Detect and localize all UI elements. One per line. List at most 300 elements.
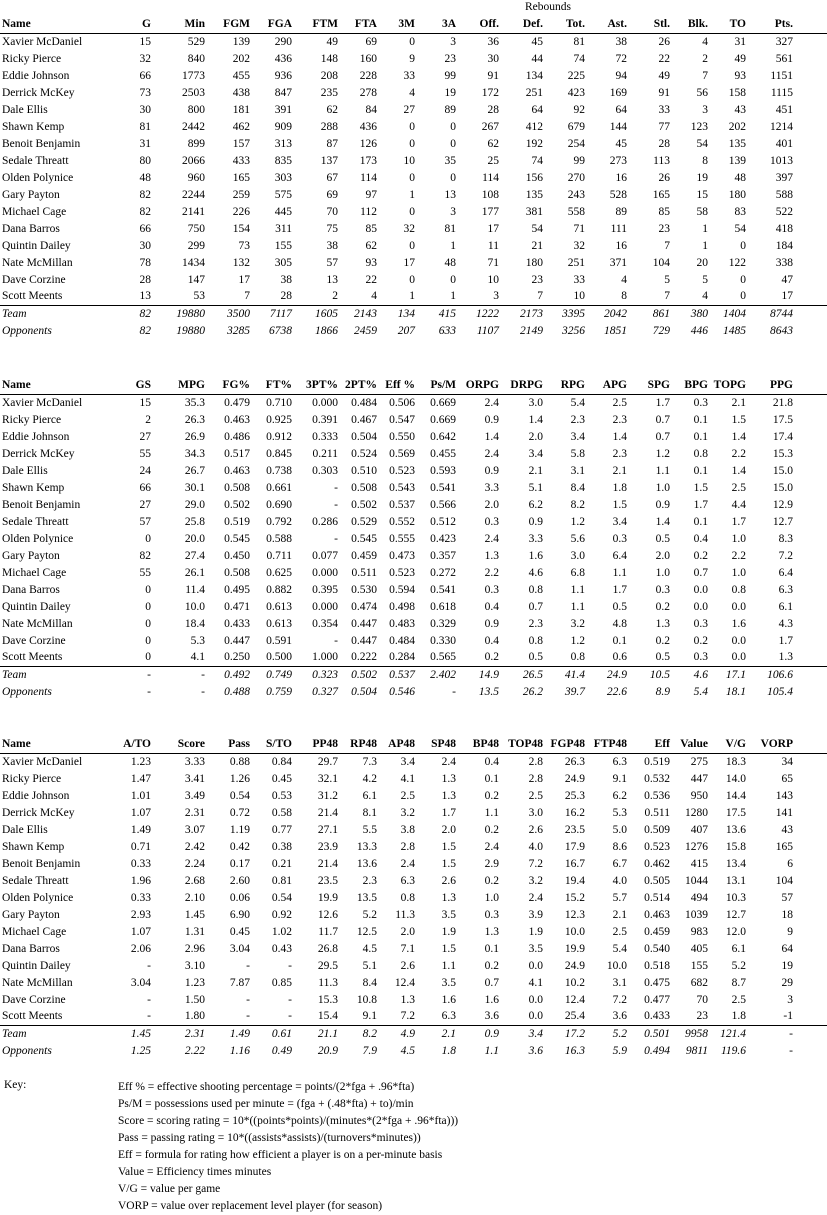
stat-cell: 17.9 — [564, 841, 585, 854]
column-header: FGM — [207, 16, 252, 33]
column-header: Off. — [458, 16, 501, 33]
summary-cell: - — [748, 1025, 795, 1042]
stat-cell: 157 — [232, 138, 250, 151]
stat-cell: 0.474 — [351, 600, 377, 613]
stat-cell: 1.3 — [441, 773, 456, 786]
stat-cell: 31.2 — [317, 790, 338, 803]
stat-cell: 14.0 — [725, 773, 746, 786]
stat-cell: 1 — [702, 222, 708, 235]
table-row — [0, 237, 827, 254]
stat-cell: 82 — [139, 188, 151, 201]
stat-cell: 0.473 — [389, 549, 415, 562]
stat-cell: 29.7 — [317, 756, 338, 769]
stat-cell: 0.7 — [655, 431, 670, 444]
key-item: VORP = value over replacement level player (for season) — [118, 1200, 383, 1212]
stat-cell: 228 — [359, 70, 377, 83]
stat-cell: 0.000 — [312, 397, 338, 410]
stat-cell: 92 — [573, 104, 585, 117]
stat-cell: 0.463 — [224, 414, 250, 427]
stat-cell: 29.0 — [184, 499, 205, 512]
stat-cell: 2.1 — [612, 908, 627, 921]
summary-cell: 26.5 — [501, 666, 545, 683]
stat-cell: 108 — [481, 188, 499, 201]
stat-cell: 0.272 — [430, 566, 456, 579]
stat-cell: 54 — [696, 138, 708, 151]
table-row — [0, 412, 827, 429]
stat-cell: 0.9 — [484, 617, 499, 630]
stat-cell: 4.6 — [528, 566, 543, 579]
stat-cell: 1.8 — [731, 1010, 746, 1023]
stat-cell: 1044 — [685, 874, 708, 887]
stat-cell: 82 — [139, 205, 151, 218]
stat-cell: 2.24 — [184, 858, 205, 871]
summary-cell: 14.9 — [458, 666, 501, 683]
stat-cell: 0.484 — [389, 634, 415, 647]
stat-cell: 0.498 — [389, 600, 415, 613]
stat-cell: 0.483 — [389, 617, 415, 630]
summary-cell: 41.4 — [545, 666, 587, 683]
stat-cell: 0.38 — [271, 841, 292, 854]
summary-cell: 446 — [690, 325, 708, 338]
table-row — [0, 33, 827, 50]
summary-cell: 8.2 — [340, 1025, 379, 1042]
stat-cell: 169 — [609, 87, 627, 100]
summary-cell: 3256 — [562, 325, 585, 338]
stat-cell: 494 — [690, 891, 708, 904]
table-row — [0, 514, 827, 531]
summary-cell: - — [789, 1045, 793, 1058]
player-name: Shawn Kemp — [2, 841, 65, 854]
column-header: TOPG — [710, 377, 748, 394]
stat-cell: - — [246, 993, 250, 1006]
stat-cell: 0.669 — [430, 397, 456, 410]
stat-cell: 0.0 — [528, 959, 543, 972]
player-name: Dana Barros — [2, 583, 60, 596]
stat-cell: 0.85 — [271, 976, 292, 989]
stat-cell: 0.2 — [484, 790, 499, 803]
summary-cell: 39.7 — [564, 686, 585, 699]
stat-cell: 936 — [274, 70, 292, 83]
summary-cell: 8.9 — [655, 686, 670, 699]
stat-cell: 38 — [326, 239, 338, 252]
stats-table-ratings — [0, 736, 827, 1060]
stat-cell: 1 — [409, 188, 415, 201]
stat-cell: 1 — [409, 290, 415, 303]
stat-cell: 16.2 — [564, 807, 585, 820]
stat-cell: 1.50 — [184, 993, 205, 1006]
stat-cell: 0.506 — [389, 397, 415, 410]
stat-cell: 0.3 — [612, 532, 627, 545]
stat-cell: 0.447 — [351, 617, 377, 630]
stat-cell: 0.710 — [266, 397, 292, 410]
stat-cell: 0.6 — [612, 651, 627, 664]
stat-cell: 3.0 — [528, 807, 543, 820]
stat-cell: 14.4 — [725, 790, 746, 803]
stat-cell: 10.2 — [564, 976, 585, 989]
stat-cell: 0.330 — [430, 634, 456, 647]
stat-cell: 1.1 — [570, 600, 585, 613]
stat-cell: 34.3 — [184, 448, 205, 461]
stat-cell: 135 — [728, 138, 746, 151]
stat-cell: 12.7 — [772, 515, 793, 528]
stat-cell: 13.4 — [725, 858, 746, 871]
stat-cell: 0.547 — [389, 414, 415, 427]
stat-cell: 3.41 — [184, 773, 205, 786]
stat-cell: 2.8 — [528, 756, 543, 769]
stat-cell: 1.1 — [612, 566, 627, 579]
stat-cell: 0.569 — [389, 448, 415, 461]
stat-cell: 148 — [320, 53, 338, 66]
column-header: Blk. — [672, 16, 710, 33]
stat-cell: 3 — [787, 993, 793, 1006]
stat-cell: 3.3 — [528, 532, 543, 545]
stat-cell: 0.222 — [351, 651, 377, 664]
stat-cell: 3 — [450, 36, 456, 49]
stat-cell: 3.04 — [130, 976, 151, 989]
stat-cell: 32 — [403, 222, 415, 235]
player-name: Gary Payton — [2, 908, 60, 921]
stat-cell: 0.8 — [528, 583, 543, 596]
stat-cell: 0.594 — [389, 583, 415, 596]
stat-cell: 0.84 — [271, 756, 292, 769]
stat-cell: 1.02 — [271, 925, 292, 938]
stat-cell: 1.31 — [184, 925, 205, 938]
stat-cell: 2.5 — [612, 397, 627, 410]
stat-cell: 0 — [145, 651, 151, 664]
stat-cell: 181 — [232, 104, 250, 117]
stat-cell: 0 — [409, 239, 415, 252]
summary-cell: 2.402 — [417, 666, 458, 683]
stat-cell: 1.4 — [484, 431, 499, 444]
stat-cell: 1.2 — [655, 448, 670, 461]
stat-cell: 0.1 — [693, 414, 708, 427]
table-row — [0, 480, 827, 497]
stat-cell: 0.8 — [731, 583, 746, 596]
stat-cell: 13.6 — [356, 858, 377, 871]
stat-cell: 0.471 — [224, 600, 250, 613]
player-name: Eddie Johnson — [2, 790, 70, 803]
stat-cell: 2.2 — [731, 549, 746, 562]
stat-cell: 4.2 — [362, 773, 377, 786]
column-header: Min — [153, 16, 207, 33]
stat-cell: 0.8 — [570, 651, 585, 664]
stat-cell: 18 — [781, 908, 793, 921]
stat-cell: 0.591 — [266, 634, 292, 647]
summary-cell: 21.1 — [294, 1025, 340, 1042]
stat-cell: 5.3 — [190, 634, 205, 647]
summary-cell: 0.9 — [458, 1025, 501, 1042]
stat-cell: 1.3 — [484, 925, 499, 938]
stat-cell: 8 — [702, 154, 708, 167]
table-row — [0, 615, 827, 632]
stat-cell: 16.7 — [564, 858, 585, 871]
stat-cell: 0.3 — [655, 583, 670, 596]
stat-cell: 8.4 — [362, 976, 377, 989]
stat-cell: 1.1 — [441, 959, 456, 972]
stat-cell: 2.3 — [362, 874, 377, 887]
stat-cell: 0.72 — [229, 807, 250, 820]
summary-cell: 7117 — [252, 305, 294, 322]
stat-cell: 899 — [187, 138, 205, 151]
stat-cell: 1.3 — [655, 617, 670, 630]
stat-cell: 17.4 — [772, 431, 793, 444]
summary-cell: 3500 — [207, 305, 252, 322]
stat-cell: 0.81 — [271, 874, 292, 887]
column-header: FT% — [252, 377, 294, 394]
summary-cell: 10.5 — [629, 666, 672, 683]
stat-cell: 4.0 — [612, 874, 627, 887]
stat-cell: 8 — [621, 290, 627, 303]
stat-cell: 0.524 — [351, 448, 377, 461]
stat-cell: 0.711 — [266, 549, 292, 562]
stat-cell: 31 — [139, 138, 151, 151]
stat-cell: 0.54 — [271, 891, 292, 904]
stat-cell: 1.1 — [484, 807, 499, 820]
stat-cell: 12.7 — [725, 908, 746, 921]
stat-cell: 2.0 — [441, 824, 456, 837]
stat-cell: 0.303 — [312, 465, 338, 478]
table-row — [0, 839, 827, 856]
stat-cell: 1.0 — [655, 566, 670, 579]
column-header: ORPG — [458, 377, 501, 394]
stat-cell: 0.000 — [312, 566, 338, 579]
stat-cell: 243 — [567, 188, 585, 201]
stat-cell: 1.07 — [130, 925, 151, 938]
stat-cell: 381 — [525, 205, 543, 218]
key-label: Key: — [4, 1079, 27, 1091]
stat-cell: 20.0 — [184, 532, 205, 545]
stat-cell: 2.31 — [184, 807, 205, 820]
stat-cell: 303 — [274, 171, 292, 184]
stat-cell: 45 — [615, 138, 627, 151]
stat-cell: 15.0 — [772, 465, 793, 478]
stat-cell: 3.2 — [528, 874, 543, 887]
column-header: MPG — [153, 377, 207, 394]
stat-cell: 1.6 — [484, 993, 499, 1006]
stat-cell: 26 — [658, 171, 670, 184]
stat-cell: 7.3 — [362, 756, 377, 769]
column-header: Ast. — [587, 16, 629, 33]
stat-cell: 9.1 — [612, 773, 627, 786]
stat-cell: 2503 — [182, 87, 205, 100]
stat-cell: 12.9 — [772, 499, 793, 512]
summary-row — [0, 684, 827, 701]
stat-cell: 0 — [145, 634, 151, 647]
stat-cell: 27 — [403, 104, 415, 117]
stat-cell: 21.4 — [317, 858, 338, 871]
stat-cell: 4 — [702, 290, 708, 303]
stat-cell: 15 — [139, 36, 151, 49]
player-name: Eddie Johnson — [2, 70, 70, 83]
key-item: V/G = value per game — [118, 1183, 221, 1195]
stat-cell: 2.3 — [612, 414, 627, 427]
stat-cell: 2.2 — [731, 448, 746, 461]
stat-cell: 0.555 — [389, 532, 415, 545]
stat-cell: 3 — [450, 205, 456, 218]
stat-cell: 31 — [734, 36, 746, 49]
stat-cell: 1.49 — [130, 824, 151, 837]
stat-cell: 0.333 — [312, 431, 338, 444]
summary-cell: 105.4 — [767, 686, 793, 699]
summary-label: Team — [0, 666, 118, 683]
stat-cell: 8.7 — [731, 976, 746, 989]
stat-cell: 0.3 — [484, 908, 499, 921]
summary-cell: 3.6 — [528, 1045, 543, 1058]
stat-cell: 126 — [359, 138, 377, 151]
summary-cell: 19880 — [153, 305, 207, 322]
stat-cell: 0.17 — [229, 858, 250, 871]
stat-cell: 275 — [690, 756, 708, 769]
stat-cell: 0.463 — [224, 465, 250, 478]
stat-cell: 6.8 — [570, 566, 585, 579]
stat-cell: 290 — [274, 36, 292, 49]
player-name: Xavier McDaniel — [2, 756, 83, 769]
stat-cell: 0 — [450, 273, 456, 286]
summary-cell: - — [452, 686, 456, 699]
stat-cell: 0.4 — [693, 532, 708, 545]
stat-cell: 208 — [320, 70, 338, 83]
stat-cell: 25.3 — [564, 790, 585, 803]
player-name: Quintin Dailey — [2, 959, 71, 972]
stats-table-totals — [0, 0, 827, 340]
summary-label: Opponents — [2, 686, 52, 699]
summary-cell: 7.9 — [362, 1045, 377, 1058]
stat-cell: 6.90 — [229, 908, 250, 921]
stat-cell: 69 — [326, 188, 338, 201]
column-header: DRPG — [501, 377, 545, 394]
stat-cell: 180 — [728, 188, 746, 201]
summary-cell: 9958 — [672, 1025, 710, 1042]
table-row — [0, 649, 827, 666]
stat-cell: 1.6 — [731, 617, 746, 630]
stat-cell: 0.54 — [229, 790, 250, 803]
table-row — [0, 805, 827, 822]
stat-cell: 7 — [664, 290, 670, 303]
stat-cell: 3.2 — [570, 617, 585, 630]
summary-cell: 24.9 — [587, 666, 629, 683]
stat-cell: 0.613 — [266, 617, 292, 630]
stat-cell: 2.5 — [528, 790, 543, 803]
stat-cell: 64 — [531, 104, 543, 117]
stat-cell: 0.06 — [229, 891, 250, 904]
stat-cell: 0.455 — [430, 448, 456, 461]
player-name: Dave Corzine — [2, 634, 66, 647]
stat-cell: 177 — [481, 205, 499, 218]
stat-cell: 3.4 — [612, 515, 627, 528]
stat-cell: 0.543 — [389, 482, 415, 495]
summary-cell: 0.488 — [224, 686, 250, 699]
stat-cell: 3.9 — [528, 908, 543, 921]
stat-cell: 0.0 — [528, 1010, 543, 1023]
stat-cell: 13.5 — [356, 891, 377, 904]
stat-cell: 13.3 — [356, 841, 377, 854]
stat-cell: 0 — [145, 583, 151, 596]
stat-cell: 1.3 — [441, 891, 456, 904]
summary-cell: 4.5 — [400, 1045, 415, 1058]
stat-cell: 73 — [238, 239, 250, 252]
stat-cell: 0.1 — [693, 465, 708, 478]
stat-cell: 0.1 — [693, 431, 708, 444]
stat-cell: 0.077 — [312, 549, 338, 562]
table-row — [0, 991, 827, 1008]
stat-cell: 0.1 — [612, 634, 627, 647]
stat-cell: 89 — [615, 205, 627, 218]
stat-cell: 8.1 — [362, 807, 377, 820]
stat-cell: 1.4 — [655, 515, 670, 528]
stat-cell: 311 — [275, 222, 292, 235]
summary-cell: 1605 — [294, 305, 340, 322]
stat-cell: 160 — [359, 53, 377, 66]
stat-cell: 172 — [481, 87, 499, 100]
stat-cell: 1.9 — [528, 925, 543, 938]
stat-cell: 12.3 — [564, 908, 585, 921]
stat-cell: 433 — [232, 154, 250, 167]
stat-cell: 0.3 — [693, 617, 708, 630]
table-row — [0, 547, 827, 564]
stat-cell: 0 — [740, 290, 746, 303]
stat-cell: 0 — [450, 138, 456, 151]
stat-cell: 0.9 — [484, 465, 499, 478]
player-name: Derrick McKey — [2, 87, 75, 100]
rebounds-group-header: Rebounds — [525, 1, 571, 13]
stat-cell: 43 — [734, 104, 746, 117]
stat-cell: 1.9 — [441, 925, 456, 938]
stat-cell: 0.71 — [130, 841, 151, 854]
stat-cell: 391 — [274, 104, 292, 117]
stat-cell: 415 — [690, 858, 708, 871]
stat-cell: 0.211 — [312, 448, 338, 461]
stat-cell: 1.1 — [570, 583, 585, 596]
stat-cell: 12.5 — [356, 925, 377, 938]
stat-cell: 0 — [409, 273, 415, 286]
summary-cell: 415 — [417, 305, 458, 322]
table-row — [0, 394, 827, 411]
stat-cell: 1.0 — [731, 532, 746, 545]
player-name: Dale Ellis — [2, 465, 48, 478]
stat-cell: 15.0 — [772, 482, 793, 495]
stat-cell: 10.0 — [564, 925, 585, 938]
stat-cell: 26.9 — [184, 431, 205, 444]
stat-cell: 1.7 — [655, 397, 670, 410]
stat-cell: 1.5 — [731, 414, 746, 427]
stat-cell: 2.42 — [184, 841, 205, 854]
stat-cell: 6.1 — [731, 942, 746, 955]
player-name: Gary Payton — [2, 188, 60, 201]
stat-cell: 0.550 — [389, 431, 415, 444]
stat-cell: 1.23 — [130, 756, 151, 769]
player-name: Michael Cage — [2, 566, 67, 579]
stat-cell: 97 — [365, 188, 377, 201]
column-header: Name — [0, 16, 118, 33]
stat-cell: 0 — [409, 121, 415, 134]
stat-cell: 2.3 — [528, 617, 543, 630]
stat-cell: 0.486 — [224, 431, 250, 444]
stat-cell: 19 — [444, 87, 456, 100]
stat-cell: 2.93 — [130, 908, 151, 921]
stat-cell: 1 — [450, 239, 456, 252]
stat-cell: 1.8 — [612, 482, 627, 495]
stat-cell: 1214 — [770, 121, 793, 134]
player-name: Xavier McDaniel — [2, 36, 83, 49]
player-name: Benoit Benjamin — [2, 858, 81, 871]
table-row — [0, 220, 827, 237]
stat-cell: 259 — [232, 188, 250, 201]
stat-cell: 18.4 — [184, 617, 205, 630]
stat-cell: 0.508 — [351, 482, 377, 495]
stat-cell: 278 — [359, 87, 377, 100]
key-item: Score = scoring rating = 10*((points*points)/(minutes*(2*fga + .96*fta))) — [118, 1115, 459, 1127]
player-name: Nate McMillan — [2, 617, 73, 630]
